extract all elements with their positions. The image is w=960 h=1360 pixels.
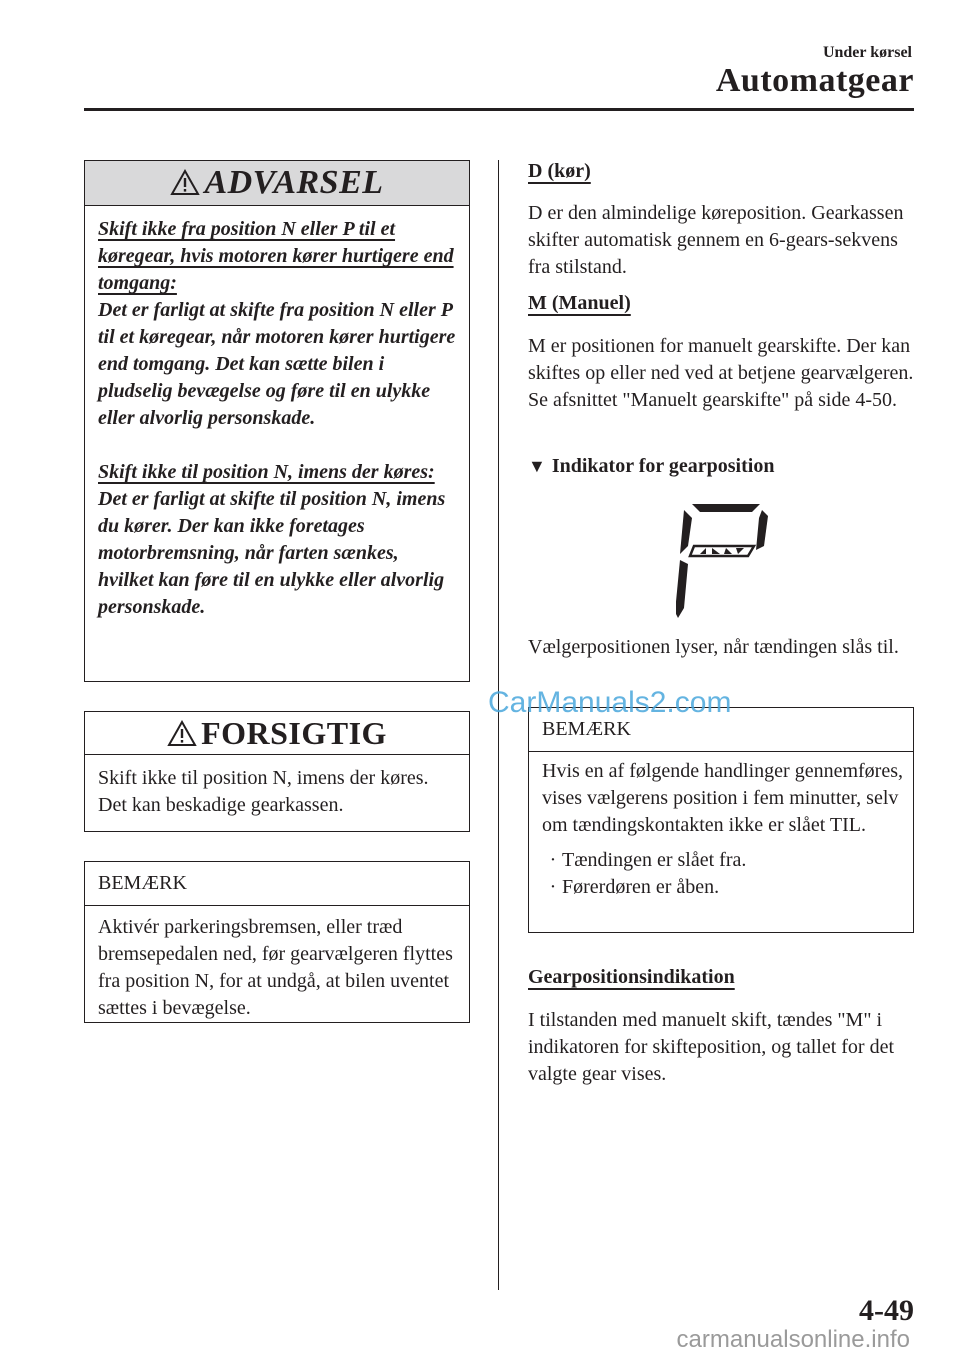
note-box-2 (528, 707, 914, 933)
watermark: CarManuals2.com (488, 686, 732, 719)
warning-text-2: Det er farligt at skifte til position N, imens du kører. Der kan ikke foretages motorbremsning, når farten sænkes, hvilket kan føre til en ulykke eller alvorlig personskade. (98, 488, 446, 618)
note-box-1 (84, 861, 470, 1023)
warning-subheading-2: Skift ikke til position N, imens der køres: (98, 461, 435, 483)
note-1-text: Aktivér parkeringsbremsen, eller træd bremsepedalen ned, før gearvælgeren flyttes fra position N, for at undgå, at bilen uventet sættes i bevægelse. (98, 916, 453, 1019)
gearpos-heading: Gearpositionsindikation (528, 966, 735, 988)
warning-box (84, 160, 470, 682)
section-title: Under kørsel (822, 44, 912, 61)
note-2-title: BEMÆRK (529, 708, 913, 752)
warning-triangle-icon (167, 720, 197, 747)
indicator-heading: Indikator for gearposition (551, 455, 775, 477)
note-1-title: BEMÆRK (85, 862, 469, 906)
warning-title: ADVARSEL (204, 164, 384, 201)
indicator-text: Vælgerpositionen lyser, når tændingen slås til. (528, 636, 899, 658)
column-divider (498, 160, 499, 1290)
chapter-title: Automatgear (715, 62, 914, 99)
warning-header (85, 161, 469, 206)
manual-text: M er positionen for manuelt gearskifte. Der kan skiftes op eller ned ved at betjene gearvælgeren. Se afsnittet "Manuelt gearskifte" på side 4-50. (528, 335, 914, 411)
gearpos-text: I tilstanden med manuelt skift, tændes "M" i indikatoren for skifteposition, og tallet for det valgte gear vises. (528, 1009, 895, 1085)
drive-heading: D (kør) (528, 160, 591, 182)
footer-watermark: carmanualsonline.info (676, 1326, 910, 1353)
indicator-heading-row (528, 455, 774, 478)
caution-box (84, 711, 470, 832)
section-marker-icon: ▼ (528, 456, 546, 476)
caution-header (85, 712, 469, 755)
header-rule (84, 108, 914, 111)
list-item: · Tændingen er slået fra. (549, 849, 747, 871)
note-2-text: Hvis en af følgende handlinger gennemføres, vises vælgerens position i fem minutter, selv om tændingskontakten ikke er slået TIL. (542, 760, 903, 836)
caution-title: FORSIGTIG (201, 715, 387, 751)
manual-heading: M (Manuel) (528, 292, 631, 314)
caution-text: Skift ikke til position N, imens der køres. Det kan beskadige gearkassen. (98, 767, 429, 816)
page-number: 4-49 (859, 1294, 914, 1327)
gear-p-indicator-icon (676, 498, 770, 624)
warning-text-1: Det er farligt at skifte fra position N eller P til et køregear, når motoren kører hurtigere end tomgang. Det kan sætte bilen i pludselig bevægelse og føre til en ulykke eller alvorlig personskade. (98, 299, 456, 429)
warning-subheading-1: Skift ikke fra position N eller P til et køregear, hvis motoren kører hurtigere end tomgang: (98, 218, 454, 294)
list-item: · Førerdøren er åben. (549, 876, 720, 898)
warning-triangle-icon (170, 169, 200, 196)
drive-text: D er den almindelige køreposition. Gearkassen skifter automatisk gennem en 6-gears-sekvens fra stilstand. (528, 202, 904, 278)
